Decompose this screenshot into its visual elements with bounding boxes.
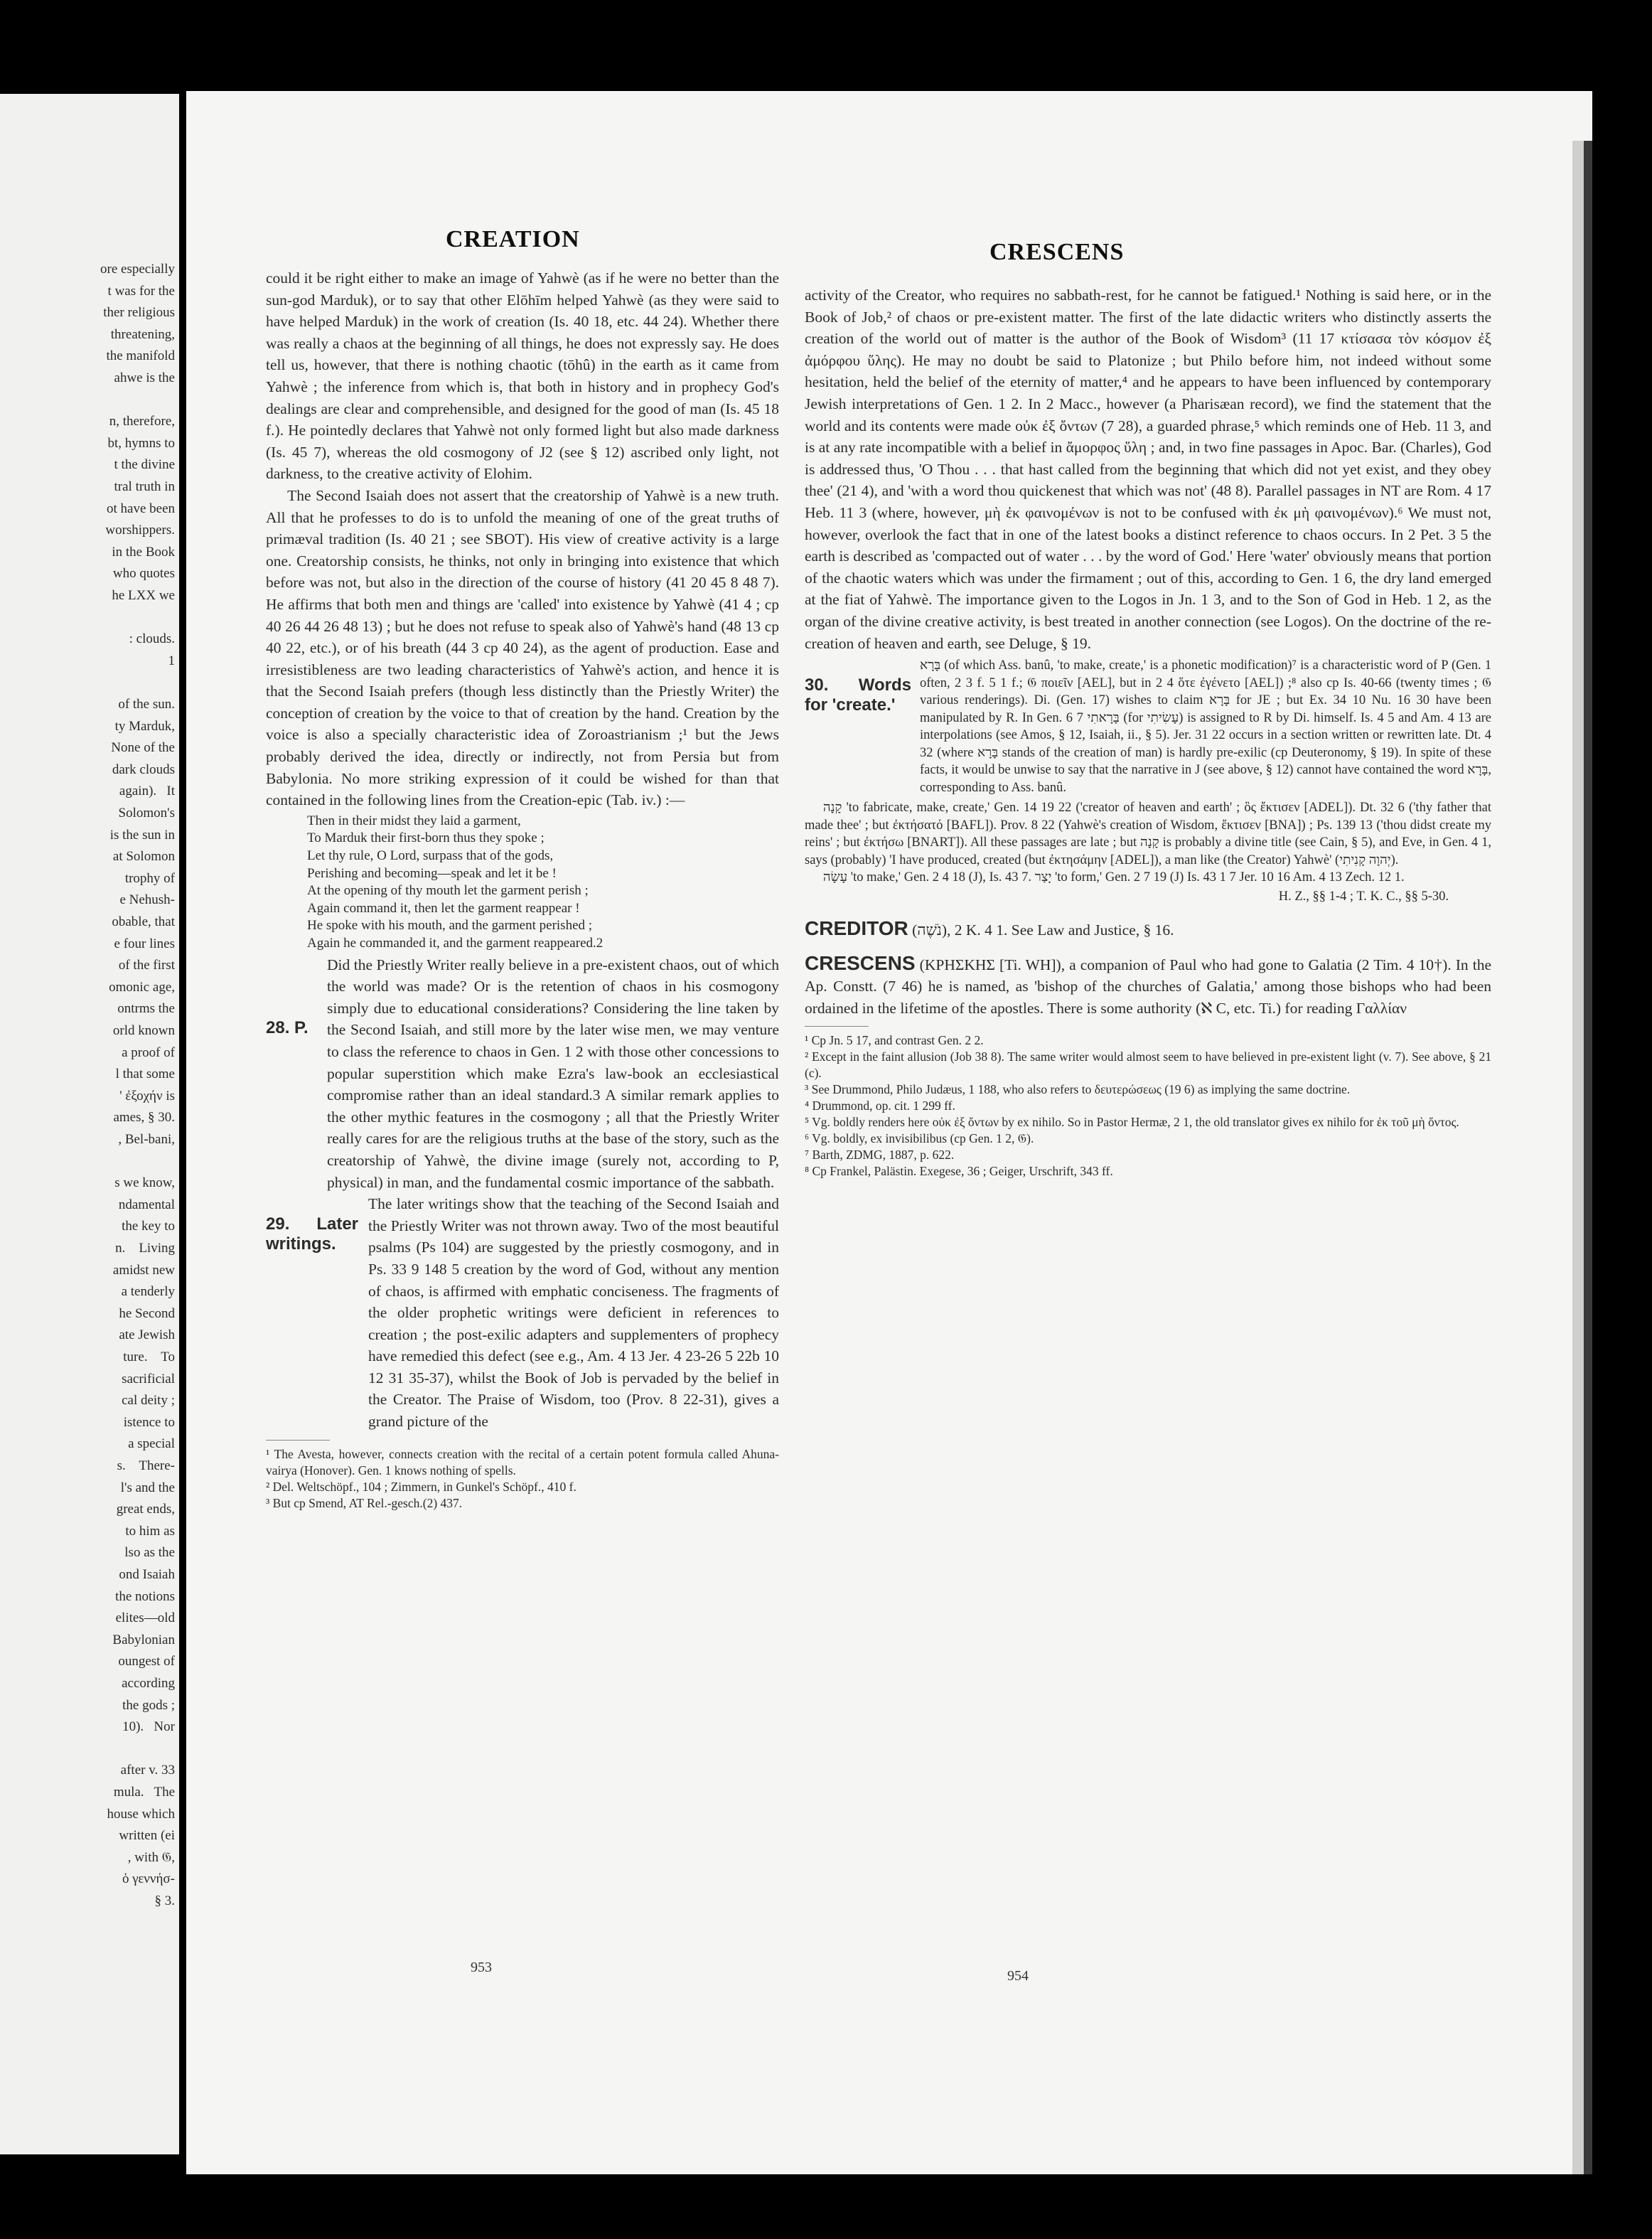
fragment-line: bt, hymns to [107, 435, 175, 451]
poem-line: He spoke with his mouth, and the garment perished ; [307, 918, 593, 934]
fragment-line: Babylonian [112, 1632, 175, 1647]
fragment-line: ames, § 30. [113, 1110, 175, 1126]
fragment-line: istence to [123, 1414, 175, 1430]
fragment-line: l that some [115, 1067, 175, 1082]
fragment-line: amidst new [112, 1262, 175, 1278]
fragment-line: ὁ γεννήσ- [122, 1871, 175, 1887]
fragment-line: according [122, 1676, 175, 1691]
entry-crescens [805, 953, 1491, 1020]
fragment-line: 10). Nor [122, 1719, 175, 1735]
footnote: ⁵ Vg. boldly renders here οὐκ ἐξ ὄντων by ex nihilo. So in Pastor Hermæ, 2 1, the old translator gives ex nihilo for ἐκ τοῦ μὴ ὄντος. [805, 1115, 1459, 1130]
fragment-line: ' ἐξοχήν is [119, 1088, 175, 1104]
footnote: ² Del. Weltschöpf., 104 ; Zimmern, in Gunkel's Schöpf., 410 f. [266, 1479, 576, 1494]
fragment-line: he Second [119, 1305, 175, 1321]
page-number-left: 953 [471, 1960, 492, 1975]
fragment-line: ate Jewish [119, 1327, 175, 1343]
poem [307, 813, 779, 953]
fragment-line: ther religious [103, 305, 175, 321]
fragment-line: t the divine [114, 457, 175, 473]
fragment-line: a proof of [122, 1044, 175, 1060]
paragraph: activity of the Creator, who requires no sabbath-rest, for he cannot be fatigued.¹ Nothing is said here, or in the Book of Job,² of chaos or pre-existent matter. The first of the late didactic writers who distinctly asserts the creation of the world out of matter is the author of the Book of Wisdom³ (11 17 κτίσασα τὸν κόσμον ἐξ ἀμόρφου ὕλης). He may no doubt be said to Platonize ; but Philo before him, not indeed without some hesitation, held the belief of the eternity of matter,⁴ and he appears to have been influenced by contemporary Jewish interpretations of Gen. 1 2. In 2 Macc., however (a Pharisæan record), we find the statement that the world and its contents were made οὐκ ἐξ ὄντων (7 28), a guarded phrase,⁵ which reminds one of Heb. 11 3, and is at any rate incompatible with a belief in ἄμορφος ὕλη ; and, in two fine passages in Apoc. Bar. (Charles), God is addressed thus, 'O Thou . . . that hast called from the beginning that which did not yet exist, and they obey thee' (21 4), and 'with a word thou quickenest that which was not' (48 8). Parallel passages in NT are Rom. 4 17 Heb. 11 3 (where, however, μὴ ἐκ φαινομένων is not to be confused with ἐκ μὴ φαινομένων).⁶ We must not, however, overlook the fact that in one of the latest books a distinct reference to chaos occurs. In 2 Pet. 3 5 the earth is described as 'compacted out of water . . . by the word of God.' Here 'water' obviously means that portion of the chaotic waters which was under the firmament ; out of this, according to Gen. 1 6, the dry land emerged at the fiat of Yahwè. The importance given to the Logos in Jn. 1 3, and to the Son of God in Heb. 1 2, as the organ of the divine creative activity, is best treated in another connection (see Logos). On the doctrine of the re-creation of heaven and earth, see Deluge, § 19. [805, 287, 1491, 652]
fragment-line: : clouds. [129, 631, 175, 647]
fragment-line: the notions [115, 1588, 175, 1604]
footnote: ² Except in the faint allusion (Job 38 8). The same writer would almost seem to have believed in pre-existent light (v. 7). See above, § 21 (c). [805, 1049, 1491, 1081]
fragment-line: worshippers. [105, 523, 175, 538]
fragment-line: dark clouds [112, 762, 175, 777]
entry-text: (נֹשֶׁה), 2 K. 4 1. See Law and Justice, § 16. [912, 921, 1174, 939]
left-column [266, 267, 779, 1512]
fragment-line: § 3. [154, 1893, 175, 1908]
fragment-line: None of the [111, 740, 175, 756]
fragment-line: house which [107, 1806, 175, 1822]
article-signature: H. Z., §§ 1-4 ; T. K. C., §§ 5-30. [1278, 889, 1449, 904]
fragment-line: a tenderly [121, 1284, 175, 1300]
poem-line: To Marduk their first-born thus they spoke ; [307, 830, 545, 846]
section-heading-29: 29. Later writings. [266, 1214, 358, 1254]
fragment-line: in the Book [112, 544, 175, 560]
fragment-line: written (ei [119, 1828, 175, 1844]
fragment-line: orld known [112, 1023, 175, 1038]
page-edge-shadow [1584, 141, 1592, 2174]
poem-line: Then in their midst they laid a garment, [307, 813, 521, 828]
fragment-line: ot have been [106, 501, 175, 516]
entry-heading: CRESCENS [805, 951, 916, 974]
footnote-rule [266, 1440, 330, 1441]
entry-heading: CREDITOR [805, 917, 908, 940]
fragment-line: he LXX we [112, 588, 175, 603]
fragment-line: , with 𝔊, [127, 1849, 175, 1865]
fragment-line: of the first [118, 958, 175, 973]
section-heading-28: 28. P. [266, 1017, 309, 1037]
paragraph: could it be right either to make an image of Yahwè (as if he were no better than the sun-god Marduk), or to say that other Elōhīm helped Yahwè (as they were said to have helped Marduk) in the work of creation (Is. 40 18, etc. 44 24). Whether there was really a chaos at the beginning of all things, he does not expressly say. He does tell us, however, that there is nothing chaotic (tōhû) in the earth as it came from Yahwè ; the inference from which is, that both in history and in prophecy God's dealings are clear and comprehensible, and designed for the good of man (Is. 45 18 f.). He pointedly declares that Yahwè not only formed light but also made darkness (Is. 45 7), whereas the old cosmogony of J2 (see § 12) ascribed only light, not darkness, to the creative activity of Elohim. [266, 269, 779, 483]
hebrew-word-note: קָנָה 'to fabricate, make, create,' Gen. 14 19 22 ('creator of heaven and earth' ; ὃς ἔκτισεν [ADEL]). Dt. 32 6 ('thy father that made thee' ; but ἐκτήσατό [BAFL]). Prov. 8 22 (Yahwè's creation of Wisdom, ἔκτισεν [BNA]) ; Ps. 139 13 ('thou didst create my reins' ; but ἐκτήσω [BNART]). All these passages are late ; but קָנָה is probably a divine title (see Cain, § 5), and Eve, in Gen. 4 1, says (probably) 'I have produced, created (but ἐκτησάμην [ADEL]), a man like (the Creator) Yahwè' (יְהוָה קָנִיתִי). [805, 801, 1491, 867]
poem-line: Again command it, then let the garment reappear ! [307, 900, 580, 916]
fragment-line: oungest of [118, 1654, 175, 1669]
fragment-line: at Solomon [112, 849, 175, 865]
fragment-line: the gods ; [122, 1697, 175, 1713]
running-head-left: CREATION [446, 226, 580, 252]
paragraph: Did the Priestly Writer really believe in a pre-existent chaos, out of which the world was made? Or is the retention of chaos in his cosmogony simply due to educational considerations? Considering the line taken by the Second Isaiah, and still more by the later wise men, we may venture to class the reference to chaos in Gen. 1 2 with those other concessions to popular superstition which make Ezra's law-book an ecclesiastical compromise rather than an ideal standard.3 A similar remark applies to the other mythic features in the cosmogony ; all that the Priestly Writer really cares for are the religious truths at the base of the story, such as the creatorship of Yahwè, the divine image (surely not, according to P, physical) in man, and the fundamental cosmic importance of the sabbath. [327, 956, 779, 1191]
footnote: ⁸ Cp Frankel, Palästin. Exegese, 36 ; Geiger, Urschrift, 343 ff. [805, 1164, 1113, 1179]
fragment-line: cal deity ; [122, 1393, 175, 1409]
hebrew-word-note: בָּרָא (of which Ass. banû, 'to make, create,' is a phonetic modification)⁷ is a characteristic word of P (Gen. 1 often, 2 3 f. 5 1 f.; 𝔊 ποιεῖν [AEL], but in 2 4 ὅτε ἐγένετο [AEL]) ;⁸ also cp Is. 40-66 (twenty times ; 𝔊 various renderings). Di. (Gen. 17) wishes to claim בָּרָא for JE ; but Ex. 34 10 Nu. 16 30 have been manipulated by R. In Gen. 6 7 בָּרָאתִי (for עָשִׂיתִי) is assigned to R by Di. himself. Is. 4 5 and Am. 4 13 are interpolations (see Amos, § 12, Isaiah, ii., § 5). Jer. 31 22 occurs in a section written or rewritten late. Dt. 4 32 (where בָּרָא stands of the creation of man) is hardly pre-exilic (cp Deuteronomy, § 19). In spite of these facts, it would be unwise to say that the narrative in J (see above, § 12) cannot have contained the word בָּרָא, corresponding to Ass. banû. [920, 658, 1492, 795]
footnote: ¹ The Avesta, however, connects creation with the recital of a certain potent formula called Ahuna-vairya (Honover). Gen. 1 knows nothing of spells. [266, 1446, 779, 1477]
fragment-line: lso as the [124, 1545, 175, 1561]
fragment-line: Solomon's [118, 806, 175, 821]
poem-line: Again he commanded it, and the garment reappeared.2 [307, 936, 604, 951]
running-head-right: CRESCENS [989, 239, 1125, 265]
entry-creditor [805, 918, 1491, 941]
entry-text: (ΚΡΗΣΚΗΣ [Ti. WH]), a companion of Paul who had gone to Galatia (2 Tim. 4 10†). In the Ap. Constt. (7 46) he is named, as 'bishop of the churches of Galatia,' among those bishops who had been ordained in the lifetime of the apostles. There is some authority (ℵ C, etc. Ti.) for reading Γαλλίαν [805, 956, 1492, 1017]
fragment-line: trophy of [124, 870, 175, 886]
poem-line: Let thy rule, O Lord, surpass that of the gods, [307, 848, 554, 864]
fragment-line: ndamental [118, 1197, 175, 1212]
fragment-line: the key to [122, 1219, 175, 1234]
fragment-line: mula. The [113, 1785, 175, 1800]
fragment-line: sacrificial [122, 1371, 175, 1386]
fragment-line: the manifold [106, 348, 175, 364]
fragment-line: s we know, [114, 1175, 175, 1191]
fragment-line: who quotes [112, 566, 175, 582]
fragment-line: l's and the [120, 1480, 175, 1495]
fragment-line: of the sun. [118, 697, 175, 712]
fragment-line: , Bel-bani, [118, 1132, 175, 1147]
fragment-line: is the sun in [109, 827, 175, 843]
fragment-line: to him as [125, 1523, 175, 1539]
fragment-line: after v. 33 [120, 1763, 175, 1778]
fragment-line: threatening, [110, 326, 175, 342]
hebrew-word-note: עָשָׂה 'to make,' Gen. 2 4 18 (J), Is. 43 7. יָצַר 'to form,' Gen. 2 7 19 (J) Is. 43 1 7 Jer. 10 16 Am. 4 13 Zech. 12 1. [822, 870, 1405, 885]
fragment-line: ontrms the [117, 1001, 175, 1017]
fragment-line: ty Marduk, [114, 718, 175, 734]
fragment-line: e Nehush- [119, 892, 175, 908]
fragment-line: ond Isaiah [119, 1567, 175, 1582]
fragment-line: again). It [119, 784, 175, 799]
fragment-line: tral truth in [114, 479, 175, 494]
fragment-line: great ends, [116, 1502, 175, 1517]
section-heading-30: 30. Words for 'create.' [805, 675, 911, 715]
paragraph: The Second Isaiah does not assert that the creatorship of Yahwè is a new truth. All that he professes to do is to unfold the meaning of one of the great truths of primæval tradition (Is. 40 21 ; see SBOT). His view of creative activity is a large one. Creatorship consists, he thinks, not only in bringing into existence that which before was not, but also in the direction of the course of history (41 20 45 8 48 7). He affirms that both men and things are 'called' into existence by Yahwè (41 4 ; cp 40 26 44 26 48 13) ; but he does not refuse to speak also of Yahwè's hand (48 13 cp 40 22, etc.), or of his breath (44 3 cp 40 24), as the agent of production. Ease and irresistibleness are two leading characteristics of Yahwè's action, and hence it is that the Second Isaiah prefers (though less distinctly than the Priestly Writer) the conception of creation by the voice to that of creation by the hand. Creation by the voice is also a specially characteristic idea of Zoroastrianism ;¹ but the Jews probably derived the idea, directly or indirectly, not from Persia but from Babylonia. No more striking expression of it could be wished for than that contained in the following lines from the Creation-epic (Tab. iv.) :— [266, 486, 779, 809]
fragment-line: e four lines [114, 936, 175, 951]
poem-line: At the opening of thy mouth let the garment perish ; [307, 883, 589, 899]
fragment-line: ture. To [123, 1350, 175, 1364]
fragment-line: t was for the [107, 283, 175, 299]
fragment-line: omonic age, [109, 979, 175, 995]
footnote: ⁶ Vg. boldly, ex invisibilibus (cp Gen. 1 2, 𝔊). [805, 1131, 1034, 1146]
fragment-line: n, therefore, [109, 414, 175, 429]
right-column [805, 284, 1491, 1180]
fragment-line: s. There- [117, 1458, 175, 1473]
fragment-line: obable, that [112, 914, 175, 929]
page-number-right: 954 [1007, 1968, 1029, 1984]
fragment-line: n. Living [115, 1241, 175, 1256]
footnote-rule [805, 1026, 869, 1027]
previous-page-fragment [0, 94, 179, 2154]
document-page [186, 91, 1592, 2174]
footnote: ⁷ Barth, ZDMG, 1887, p. 622. [805, 1148, 955, 1163]
footnote: ³ See Drummond, Philo Judæus, 1 188, who also refers to δευτερώσεως (19 6) as implying the same doctrine. [805, 1082, 1351, 1097]
poem-line: Perishing and becoming—speak and let it be ! [307, 865, 557, 881]
footnote: ¹ Cp Jn. 5 17, and contrast Gen. 2 2. [805, 1033, 984, 1048]
fragment-line: 1 [168, 653, 175, 668]
fragment-line: ore especially [100, 262, 175, 277]
fragment-line: a special [128, 1436, 175, 1452]
footnote: ³ But cp Smend, AT Rel.-gesch.(2) 437. [266, 1495, 463, 1510]
paragraph: The later writings show that the teaching of the Second Isaiah and the Priestly Writer was not thrown away. Two of the most beautiful psalms (Ps 104) are suggested by the priestly cosmogony, and in Ps. 33 9 148 5 creation by the word of God, without any mention of chaos, is affirmed with emphatic conciseness. The fragments of the older prophetic writings were deficient in references to creation ; the post-exilic adapters and supplementers of prophecy have remedied this defect (see e.g., Am. 4 13 Jer. 4 23-26 5 22b 10 12 31 35-37), whilst the Book of Job is pervaded by the belief in the Creator. The Praise of Wisdom, too (Prov. 8 22-31), gives a grand picture of the [368, 1195, 779, 1431]
fragment-line: ahwe is the [114, 370, 175, 385]
fragment-line: elites—old [115, 1610, 175, 1626]
footnote: ⁴ Drummond, op. cit. 1 299 ff. [805, 1099, 955, 1113]
page-edge [1572, 141, 1584, 2174]
